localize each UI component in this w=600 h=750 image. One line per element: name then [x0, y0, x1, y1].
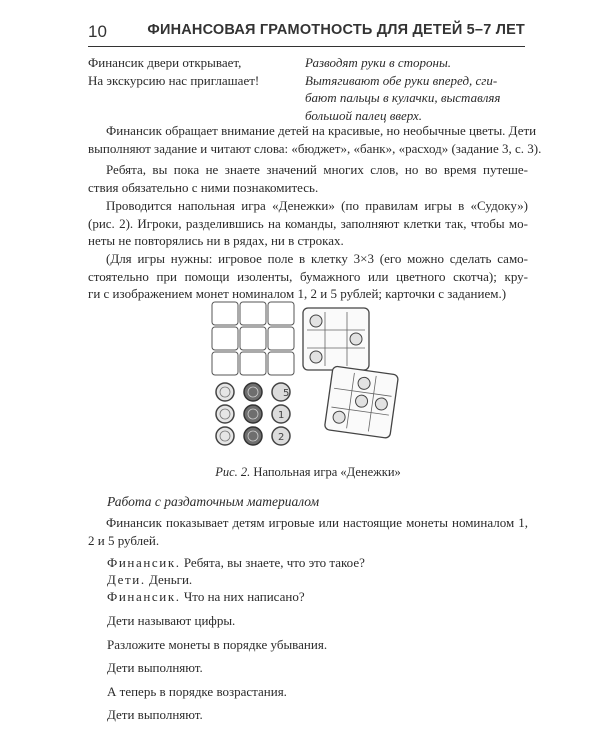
paragraph-line: Ребята, вы пока не знаете значений многих слов, но во время путеше- — [106, 162, 528, 177]
coin-set — [216, 383, 290, 445]
verse-actions — [305, 54, 530, 124]
paragraph-line: выполняют задание и читают слова: «бюджет», «банк», «расход» (задание 3, с. 3). — [88, 140, 542, 156]
action-line: бают пальцы в кулачки, выставляя — [305, 90, 501, 105]
action-line: большой палец вверх. — [305, 107, 423, 123]
paragraph-line: 2 и 5 рублей. — [88, 532, 160, 548]
action-line: Вытягивают обе руки вперед, сги- — [305, 72, 498, 88]
text-line: А теперь в порядке возрастания. — [107, 684, 287, 699]
paragraph-line: Финансик показывает детям игровые или настоящие монеты номиналом 1, — [106, 515, 528, 530]
speech-text: Ребята, вы знаете, что это такое? — [180, 555, 365, 570]
coin-value: 1 — [278, 410, 285, 421]
text-line: Дети называют цифры. — [107, 613, 236, 628]
paragraph-line: стоятельно при помощи изоленты, бумажного или цветного скотча); кру- — [88, 268, 528, 284]
paragraph-flowers — [88, 122, 542, 157]
dialogue-line — [107, 571, 192, 588]
coin-value: 2 — [278, 432, 285, 443]
paragraph-line: (Для игры нужны: игровое поле в клетку 3×3 (его можно сделать само- — [106, 251, 528, 266]
section-title: Работа с раздаточным материалом — [107, 494, 320, 509]
figure-label: Рис. 2. — [215, 465, 251, 479]
paragraph-coins — [88, 514, 528, 549]
text-line: Разложите монеты в порядке убывания. — [107, 637, 328, 652]
coin-value: 5 — [283, 388, 290, 399]
page-number: 10 — [88, 22, 107, 41]
text-line: Дети выполняют. — [107, 707, 203, 722]
page-header — [88, 22, 525, 47]
text-line: Дети выполняют. — [107, 660, 203, 675]
paragraph-line: неты не повторялись ни в рядах, ни в строках. — [88, 233, 344, 248]
figure-caption — [88, 465, 528, 480]
speech-text: Деньги. — [145, 572, 193, 587]
paragraph-materials — [88, 250, 528, 303]
paragraph-line: ствия обязательно с ними познакомитесь. — [88, 179, 319, 195]
game-illustration — [210, 300, 405, 460]
paragraph-words — [88, 161, 528, 196]
coin-row — [216, 427, 290, 445]
verse-line: На экскурсию нас приглашает! — [88, 72, 260, 88]
coin-row — [216, 405, 290, 423]
figure-caption-text: Напольная игра «Денежки» — [253, 465, 401, 479]
speaker-name: Финансик. — [107, 555, 181, 570]
paragraph-line: ги с изображением монет номиналом 1, 2 и 5 рублей; карточки с заданием.) — [88, 286, 507, 301]
speaker-name: Финансик. — [107, 589, 181, 604]
verse-text — [88, 54, 303, 89]
action-line: Разводят руки в стороны. — [305, 55, 452, 70]
dialogue-line — [107, 554, 365, 571]
coin-row — [216, 383, 290, 401]
paragraph-line: Финансик обращает внимание детей на красивые, но необычные цветы. Дети — [106, 123, 537, 138]
task-card — [324, 366, 398, 439]
dialogue-line — [107, 588, 305, 605]
speech-text: Что на них написано? — [180, 589, 305, 604]
paragraph-game — [88, 197, 528, 250]
tile-grid — [212, 302, 294, 375]
verse-line: Финансик двери открывает, — [88, 55, 242, 70]
speaker-name: Дети. — [107, 572, 146, 587]
running-title: ФИНАНСОВАЯ ГРАМОТНОСТЬ ДЛЯ ДЕТЕЙ 5–7 ЛЕТ — [147, 22, 525, 38]
paragraph-line: (рис. 2). Игроки, разделившись на команды, заполняют клетки так, чтобы мо- — [88, 215, 528, 231]
task-card — [303, 308, 369, 370]
paragraph-line: Проводится напольная игра «Денежки» (по правилам игры в «Судоку») — [106, 198, 528, 213]
